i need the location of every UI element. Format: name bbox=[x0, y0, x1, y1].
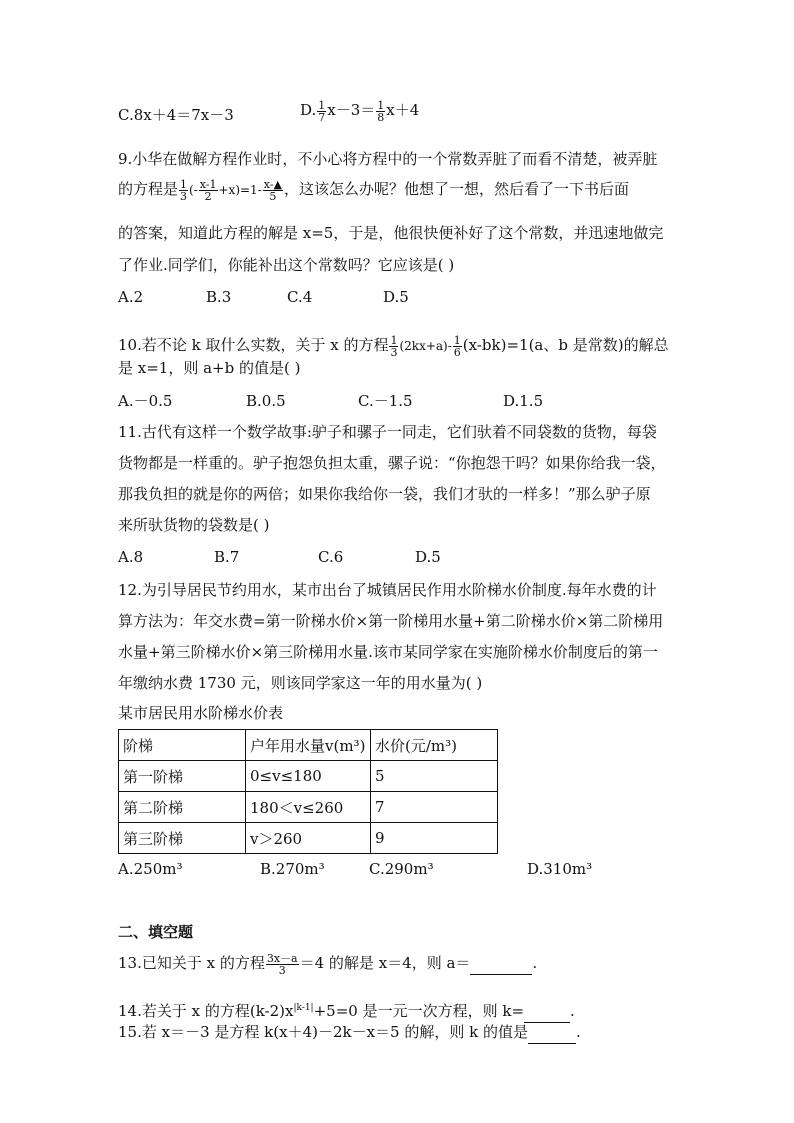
table-header-cell: 户年用水量v(m³) bbox=[246, 730, 371, 761]
table-row bbox=[119, 761, 498, 792]
q8-d-mid: x－3＝ bbox=[327, 101, 376, 119]
table-cell: 第三阶梯 bbox=[119, 823, 246, 854]
answer-blank[interactable] bbox=[524, 1000, 570, 1023]
q12-option-a: A.250m³ bbox=[118, 860, 183, 878]
fraction: $\frac{1}{3}$ bbox=[180, 177, 188, 203]
q13-line bbox=[118, 952, 537, 976]
q10-option-a: A.－0.5 bbox=[118, 392, 173, 410]
q15-pre: 15.若 x＝－3 是方程 k(x＋4)－2k－x＝5 的解，则 k 的值是 bbox=[118, 1023, 528, 1041]
q14-post: +5=0 是一元一次方程，则 k= bbox=[313, 1002, 525, 1020]
table-cell: 0≤v≤180 bbox=[246, 761, 371, 792]
q10-line1-post: (x-bk)=1(a、b 是常数)的解总 bbox=[462, 336, 669, 354]
q8-d-prefix: D. bbox=[300, 101, 317, 119]
q12-option-d: D.310m³ bbox=[527, 860, 593, 878]
q11-line1: 11.古代有这样一个数学故事:驴子和骡子一同走，它们驮着不同袋数的货物，每袋 bbox=[118, 423, 657, 441]
q12-line4: 年缴纳水费 1730 元，则该同学家这一年的用水量为( ) bbox=[118, 674, 483, 692]
q12-line3: 水量+第三阶梯水价×第三阶梯用水量.该市某同学家在实施阶梯水价制度后的第一 bbox=[118, 643, 658, 661]
q10-eq-part: (2kx+a)- bbox=[399, 339, 452, 353]
q14-pre: 14.若关于 x 的方程(k-2)x bbox=[118, 1002, 294, 1020]
table-row bbox=[119, 792, 498, 823]
q10-line1-pre: 10.若不论 k 取什么实数，关于 x 的方程 bbox=[118, 336, 389, 354]
q9-line1: 9.小华在做解方程作业时，不小心将方程中的一个常数弄脏了而看不清楚，被弄脏 bbox=[118, 150, 658, 168]
q9-line4: 了作业.同学们，你能补出这个常数吗？它应该是( ) bbox=[118, 256, 455, 274]
table-cell: 7 bbox=[371, 792, 498, 823]
q13-post: ＝4 的解是 x＝4，则 a＝ bbox=[299, 954, 471, 972]
answer-blank[interactable] bbox=[470, 952, 532, 975]
q15-end: . bbox=[576, 1023, 581, 1041]
q15-line bbox=[118, 1021, 581, 1044]
table-cell: 第二阶梯 bbox=[119, 792, 246, 823]
fraction: $\frac{x-▲}{5}$ bbox=[263, 177, 282, 203]
table-cell: 第一阶梯 bbox=[119, 761, 246, 792]
q11-option-b: B.7 bbox=[214, 548, 240, 566]
q9-option-d: D.5 bbox=[383, 288, 409, 306]
q13-end: . bbox=[532, 954, 538, 972]
q11-line4: 来所驮货物的袋数是( ) bbox=[118, 516, 270, 534]
answer-blank[interactable] bbox=[528, 1021, 576, 1044]
fraction: $\frac{1}{8}$ bbox=[377, 98, 385, 124]
q9-line2-post: ，这该怎么办呢？他想了一想，然后看了一下书后面 bbox=[283, 180, 629, 198]
q9-line2 bbox=[118, 178, 629, 202]
q13-pre: 13.已知关于 x 的方程 bbox=[118, 954, 265, 972]
table-cell: 9 bbox=[371, 823, 498, 854]
q10-option-d: D.1.5 bbox=[503, 392, 544, 410]
q10-line1 bbox=[118, 334, 669, 358]
q8-option-c: C.8x＋4＝7x－3 bbox=[118, 106, 234, 124]
q10-option-c: C.－1.5 bbox=[358, 392, 413, 410]
fraction: $\frac{x-1}{2}$ bbox=[199, 177, 217, 203]
q11-line3: 那我负担的就是你的两倍；如果你我给你一袋，我们才驮的一样多！”那么驴子原 bbox=[118, 485, 651, 503]
q12-option-c: C.290m³ bbox=[369, 860, 434, 878]
q12-line1: 12.为引导居民节约用水，某市出台了城镇居民作用水阶梯水价制度.每年水费的计 bbox=[118, 581, 657, 599]
q11-option-a: A.8 bbox=[118, 548, 144, 566]
water-price-table bbox=[118, 729, 498, 854]
q9-eq-part: +x)=1- bbox=[218, 183, 262, 197]
q9-option-c: C.4 bbox=[287, 288, 313, 306]
fraction: $\frac{1}{3}$ bbox=[390, 333, 398, 359]
q9-option-b: B.3 bbox=[206, 288, 232, 306]
fraction: $\frac{1}{7}$ bbox=[318, 98, 326, 124]
table-header-row bbox=[119, 730, 498, 761]
q8-option-d bbox=[300, 99, 419, 123]
fraction: $\frac{1}{6}$ bbox=[453, 333, 461, 359]
table-cell: v＞260 bbox=[246, 823, 371, 854]
q12-option-b: B.270m³ bbox=[260, 860, 325, 878]
q9-eq-part: (- bbox=[189, 183, 198, 197]
table-cell: 180＜v≤260 bbox=[246, 792, 371, 823]
q10-option-b: B.0.5 bbox=[246, 392, 286, 410]
q12-line2: 算方法为：年交水费=第一阶梯水价×第一阶梯用水量+第二阶梯水价×第二阶梯用 bbox=[118, 612, 664, 630]
q9-option-a: A.2 bbox=[118, 288, 144, 306]
q9-line3: 的答案，知道此方程的解是 x=5，于是，他很快便补好了这个常数，并迅速地做完 bbox=[118, 224, 664, 242]
q11-line2: 货物都是一样重的。驴子抱怨负担太重，骡子说：“你抱怨干吗？如果你给我一袋， bbox=[118, 454, 666, 472]
q14-end: . bbox=[570, 1002, 575, 1020]
q14-line bbox=[118, 997, 575, 1023]
table-row bbox=[119, 823, 498, 854]
table-header-cell: 水价(元/m³) bbox=[371, 730, 498, 761]
q11-option-c: C.6 bbox=[318, 548, 344, 566]
section-heading: 二、填空题 bbox=[118, 923, 194, 941]
q8-d-tail: x＋4 bbox=[386, 101, 420, 119]
table-cell: 5 bbox=[371, 761, 498, 792]
table-header-cell: 阶梯 bbox=[119, 730, 246, 761]
q9-line2-pre: 的方程是 bbox=[118, 180, 179, 198]
q14-exponent: |k-1| bbox=[293, 1003, 314, 1013]
q11-option-d: D.5 bbox=[415, 548, 441, 566]
table-title: 某市居民用水阶梯水价表 bbox=[118, 704, 284, 722]
q10-line2: 是 x=1，则 a+b 的值是( ) bbox=[118, 359, 301, 377]
fraction: $\frac{3x-a}{3}$ bbox=[266, 951, 298, 977]
